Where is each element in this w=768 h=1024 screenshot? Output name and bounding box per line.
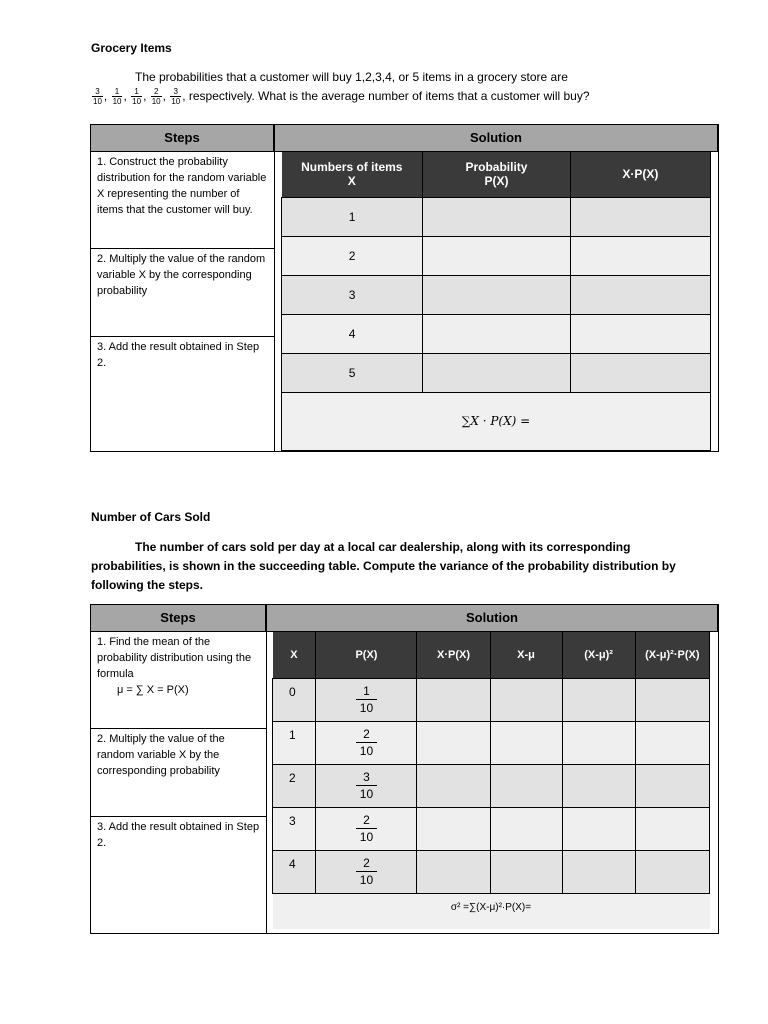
table-row [282,236,711,275]
solution-header: Solution [274,124,718,152]
probability-cell[interactable] [423,314,571,353]
grocery-intro-text: The probabilities that a customer will buy 1,2,3,4, or 5 items in a grocery store are [135,70,568,84]
xpx-cell[interactable] [417,764,490,807]
variance-table [272,632,710,929]
xpx-cell[interactable] [417,721,490,764]
steps-header-2: Steps [90,604,266,632]
x-value: 3 [282,275,423,314]
xpx-cell[interactable] [417,807,490,850]
fraction: $\frac{2}{10}$ [151,87,161,107]
px-cell: $\frac{2}{10}$ [316,807,417,850]
solution-header-2: Solution [266,604,718,632]
steps-header: Steps [90,124,274,152]
step-2: 2. Multiply the value of the random variable X by the corresponding probability [91,249,274,337]
probability-distribution-table [281,152,711,451]
x-minus-mu-cell[interactable] [490,850,562,893]
step-1-text: 1. Find the mean of the probability distribution using the formula [97,636,252,680]
squared-cell[interactable] [562,764,635,807]
step-1-mean [91,632,266,729]
step-1: 1. Construct the probability distribution for the random variable X representing the number of items that the customer will buy. [91,152,274,249]
header-xpx: X·P(X) [570,152,710,197]
table-row [273,721,710,764]
weighted-cell[interactable] [635,678,709,721]
x-value: 5 [282,353,423,392]
grocery-question: respectively. What is the average number of items that a customer will buy? [188,89,590,103]
cars-intro: The number of cars sold per day at a local car dealership, along with its corresponding probabilities, is shown in the succeeding table. Compute the variance of the probability distribution by following the steps. [91,540,676,592]
xpx-cell[interactable] [570,275,710,314]
column-divider [274,151,275,451]
step-2-multiply: 2. Multiply the value of the random variable X by the corresponding probability [91,729,266,817]
xpx-cell[interactable] [570,353,710,392]
x-value: 2 [273,764,316,807]
weighted-cell[interactable] [635,764,709,807]
x-value: 1 [273,721,316,764]
x-value: 4 [273,850,316,893]
weighted-cell[interactable] [635,850,709,893]
x-value: 4 [282,314,423,353]
probability-cell[interactable] [423,275,571,314]
grocery-items-heading: Grocery Items [91,41,172,55]
table-row [273,678,710,721]
x-minus-mu-cell[interactable] [490,764,562,807]
x-minus-mu-cell[interactable] [490,678,562,721]
x-value: 2 [282,236,423,275]
table-row [273,850,710,893]
squared-cell[interactable] [562,678,635,721]
squared-cell[interactable] [562,807,635,850]
table-row [282,275,711,314]
xpx-cell[interactable] [570,236,710,275]
sum-formula: ∑X · P(X) = [282,392,711,450]
grocery-intro [91,68,691,106]
x-value: 3 [273,807,316,850]
mean-formula: μ = ∑ X = P(X) [117,684,189,696]
x-minus-mu-cell[interactable] [490,721,562,764]
xpx-cell[interactable] [417,678,490,721]
fraction: $\frac{3}{10}$ [171,87,181,107]
cars-sold-heading: Number of Cars Sold [91,510,211,524]
column-divider-2 [266,631,267,933]
table-row [273,807,710,850]
fraction: $\frac{1}{10}$ [112,87,122,107]
header-numbers-of-items: Numbers of items X [282,152,423,197]
header-px: P(X) [316,632,417,678]
table-row [282,197,711,236]
probability-fractions: $\frac{3}{10}$ , $\frac{1}{10}$ , $\frac{1}{10}$ , $\frac{2}{10}$ , $\frac{3}{10}$ , [93,87,189,107]
variance-formula: σ² =∑(X-μ)²·P(X)= [273,893,710,929]
header-x-minus-mu: X-μ [490,632,562,678]
table-row [282,353,711,392]
px-cell: $\frac{2}{10}$ [316,721,417,764]
px-cell: $\frac{1}{10}$ [316,678,417,721]
probability-cell[interactable] [423,236,571,275]
fraction: $\frac{1}{10}$ [132,87,142,107]
step-3: 3. Add the result obtained in Step 2. [97,341,260,369]
weighted-cell[interactable] [635,721,709,764]
table-row [273,764,710,807]
squared-cell[interactable] [562,850,635,893]
step-3-add: 3. Add the result obtained in Step 2. [97,821,260,849]
header-probability: Probability P(X) [423,152,571,197]
x-value: 0 [273,678,316,721]
fraction: $\frac{3}{10}$ [93,87,102,107]
header-x: X [273,632,316,678]
probability-cell[interactable] [423,353,571,392]
x-value: 1 [282,197,423,236]
xpx-cell[interactable] [570,314,710,353]
header-xpx: X·P(X) [417,632,490,678]
weighted-cell[interactable] [635,807,709,850]
probability-cell[interactable] [423,197,571,236]
table-row [282,314,711,353]
squared-cell[interactable] [562,721,635,764]
header-weighted-squared: (X-μ)²·P(X) [635,632,709,678]
px-cell: $\frac{3}{10}$ [316,764,417,807]
px-cell: $\frac{2}{10}$ [316,850,417,893]
header-x-minus-mu-squared: (X-μ)² [562,632,635,678]
x-minus-mu-cell[interactable] [490,807,562,850]
xpx-cell[interactable] [570,197,710,236]
xpx-cell[interactable] [417,850,490,893]
